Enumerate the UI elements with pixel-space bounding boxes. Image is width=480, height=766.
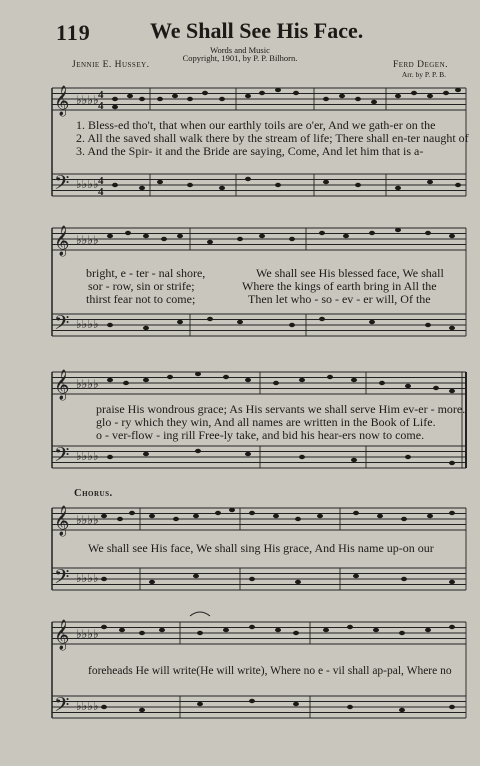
svg-text:𝄢: 𝄢 [54,171,70,199]
music-system-1 [0,76,480,211]
verse-3-line-1: 3. And the Spir- it and the Bride are saying, Come, And let him that is a- [76,144,424,158]
svg-text:𝄢: 𝄢 [54,313,70,339]
verse-1-line-1: 1. Bless-ed tho't, that when our earthly toils are o'er, And we gath-er on the [76,118,436,132]
svg-text:𝄢: 𝄢 [54,695,70,721]
svg-text:𝄞: 𝄞 [54,620,70,649]
hymn-title: We Shall See His Face. [150,18,364,43]
composer-name: Ferd Degen. [392,60,448,70]
svg-text:𝄞: 𝄞 [54,86,70,116]
svg-text:𝄢: 𝄢 [54,567,70,593]
lyricist-name: Jennie E. Hussey. [72,60,150,70]
svg-text:♭♭♭♭: ♭♭♭♭ [76,627,99,641]
verse-2-line-1: 2. All the saved shall walk there by the stream of life; There shall en-ter naught of [76,131,469,145]
svg-text:♭♭♭♭: ♭♭♭♭ [76,377,99,391]
music-system-4 [0,496,480,608]
svg-text:♭♭♭♭: ♭♭♭♭ [76,233,99,247]
verse-3-line-3: o - ver-flow - ing rill Free-ly take, and bid his hear-ers now to come. [96,428,425,442]
verse-3-line-2: thirst fear not to come; [86,292,196,306]
svg-text:𝄞: 𝄞 [54,370,70,399]
svg-text:4: 4 [98,100,104,112]
svg-text:4: 4 [98,175,104,187]
svg-text:♭♭♭♭: ♭♭♭♭ [76,177,99,191]
verse-1-line-2: bright, e - ter - nal shore, [86,266,206,280]
chorus-label: Chorus. [74,488,113,499]
verse-2-line-3: glo - ry which they win, And all names are written in the Book of Life. [96,415,436,429]
refrain-line-1: We shall see His blessed face, We shall [256,266,444,280]
svg-text:♭♭♭♭: ♭♭♭♭ [76,571,99,585]
svg-text:♭♭♭♭: ♭♭♭♭ [76,93,99,107]
music-system-3 [0,360,480,490]
svg-text:♭♭♭♭: ♭♭♭♭ [76,699,99,713]
svg-text:4: 4 [98,186,104,198]
svg-text:♭♭♭♭: ♭♭♭♭ [76,449,99,463]
svg-text:𝄞: 𝄞 [54,226,70,255]
music-system-5 [0,610,480,760]
svg-text:𝄞: 𝄞 [54,506,70,535]
chorus-line-2: foreheads He will write(He will write), Where no e - vil shall ap-pal, Where no [88,665,452,677]
arranger-credit: Arr. by P. P. B. [401,70,446,79]
svg-text:𝄢: 𝄢 [54,445,70,471]
credit-copyright: Copyright, 1901, by P. P. Bilhorn. [182,53,298,63]
svg-text:♭♭♭♭: ♭♭♭♭ [76,513,99,527]
treble-staff-5 [0,610,480,760]
music-system-2 [0,216,480,356]
chorus-line-1: We shall see His face, We shall sing His grace, And His name up-on our [88,541,434,555]
refrain-line-3: Then let who - so - ev - er will, Of the [248,292,431,306]
credit-words-music: Words and Music [210,45,270,55]
verse-1-line-3: praise His wondrous grace; As His servants we shall serve Him ev-er - more. [96,402,466,416]
svg-text:4: 4 [98,89,104,101]
refrain-line-2: Where the kings of earth bring in All the [242,279,437,293]
verse-2-line-2: sor - row, sin or strife; [88,279,195,293]
svg-text:♭♭♭♭: ♭♭♭♭ [76,317,99,331]
page-number: 119 [56,20,91,45]
